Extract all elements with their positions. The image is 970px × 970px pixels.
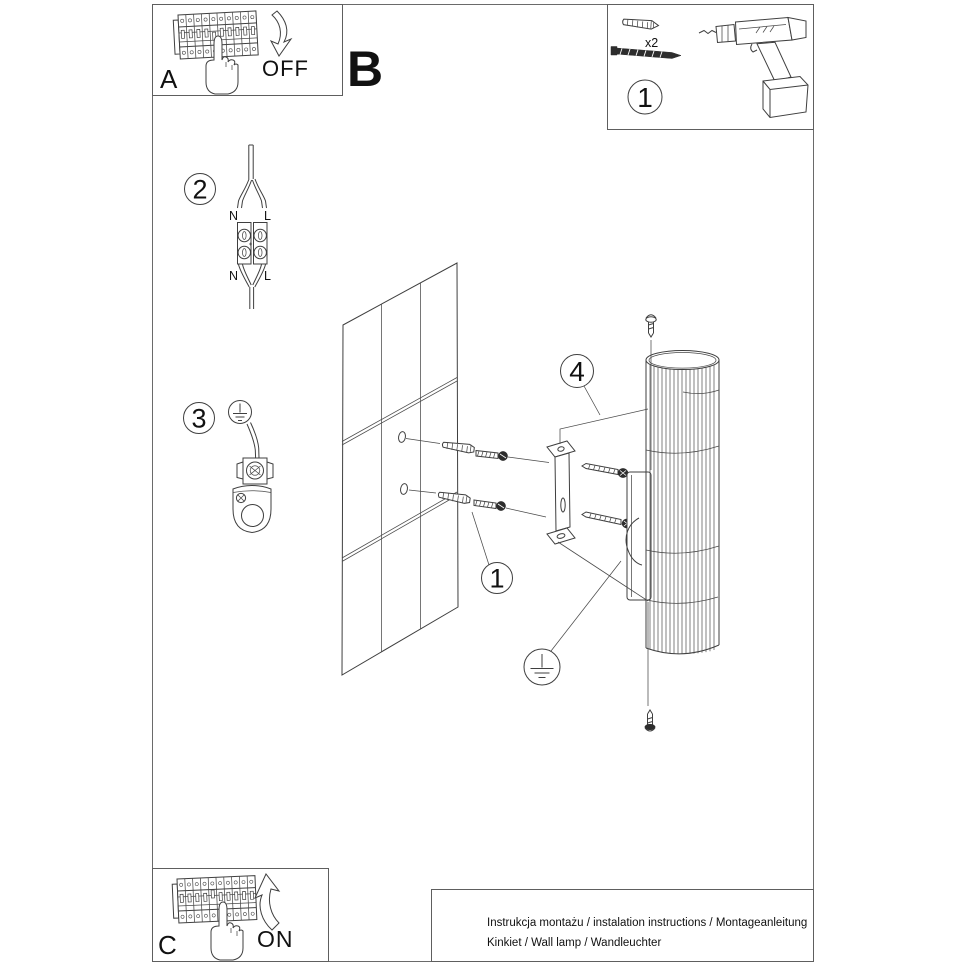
wall-lamp-cylinder: [646, 351, 719, 655]
step-lamp-leader: [560, 386, 648, 444]
wall-plug-icon: [622, 19, 659, 30]
lamp-screw-top: [646, 315, 656, 470]
step-wiring-illustration: [180, 135, 280, 315]
box-c-label: C: [158, 930, 177, 960]
tiled-wall: [342, 263, 458, 675]
box-tools-illustration: [607, 4, 814, 130]
lamp-back-plate: [626, 472, 651, 600]
terminal-block-icon: [238, 223, 268, 265]
wire-l-in-label: L: [264, 209, 271, 223]
screw-top: [476, 451, 508, 461]
wire-l-out-label: L: [264, 269, 271, 283]
drill-icon: [699, 18, 808, 118]
screw-bottom: [474, 500, 506, 511]
supply-cable-icon: [238, 145, 267, 208]
footer-title-line1: Instrukcja montażu / instalation instructions / Montageanleitung: [487, 917, 808, 929]
ground-clamp-icon: [237, 458, 273, 484]
step-anchor-number: 1: [489, 563, 505, 594]
curved-arrow-up-icon: [255, 874, 279, 930]
earth-ground-icon: [229, 401, 252, 424]
curved-arrow-down-icon: [271, 11, 291, 56]
box-c-illustration: [152, 868, 329, 962]
step-lamp-number: 4: [569, 356, 585, 387]
earth-ground-icon-large: [524, 649, 560, 685]
breaker-panel-icon: [172, 876, 257, 924]
ground-leader-line: [551, 561, 621, 651]
box-a-label: A: [160, 64, 178, 94]
tools-step-number: 1: [637, 82, 653, 113]
mounting-bracket: [547, 441, 575, 544]
footer-title-line2: Kinkiet / Wall lamp / Wandleuchter: [487, 937, 662, 949]
ground-wire-icon: [247, 423, 259, 459]
lamp-screw-bottom-side: [582, 512, 632, 528]
wire-n-in-label: N: [229, 209, 239, 223]
box-a-switch-state: OFF: [262, 56, 309, 81]
section-b-label: B: [347, 41, 384, 97]
step-ground-illustration: [180, 395, 280, 540]
box-a-illustration: [152, 4, 343, 96]
step-anchor-leader: [472, 512, 489, 565]
lamp-flutes: [650, 364, 714, 654]
wire-n-out-label: N: [229, 269, 239, 283]
step-ground-number: 3: [191, 403, 207, 434]
box-c-switch-state: ON: [257, 926, 294, 952]
lamp-ground-bracket-icon: [233, 486, 271, 533]
step-wiring-number: 2: [192, 174, 208, 205]
lamp-cable-icon: [239, 265, 266, 310]
anchor-quantity-label: x2: [645, 36, 659, 50]
lamp-screw-top-side: [582, 464, 628, 478]
mounting-diagram: [330, 250, 745, 740]
